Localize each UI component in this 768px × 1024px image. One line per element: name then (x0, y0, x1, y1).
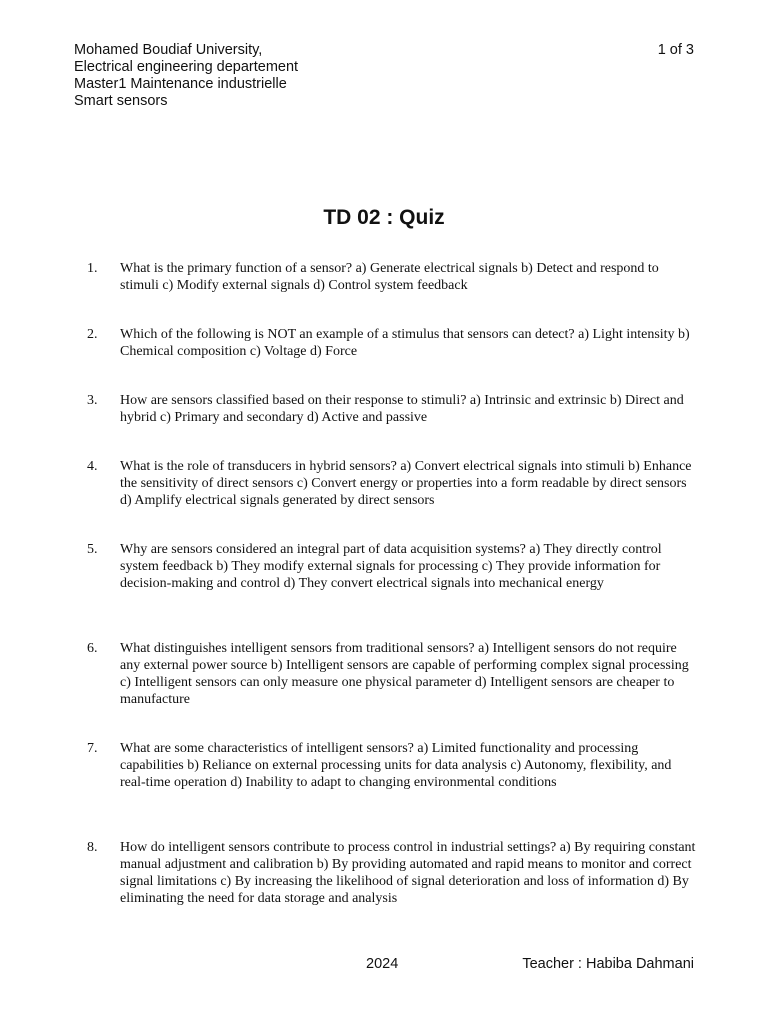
question-item (87, 392, 699, 426)
question-number: 3. (87, 393, 98, 408)
question-text: How are sensors classified based on their response to stimuli? a) Intrinsic and extrinsic b) Direct and hybrid c) Primary and secondary d) Active and passive (120, 393, 684, 425)
question-text: What is the role of transducers in hybrid sensors? a) Convert electrical signals into stimuli b) Enhance the sensitivity of direct sensors c) Convert energy or properties into a form readable by direct sensors d) Amplify electrical signals generated by direct sensors (120, 459, 692, 508)
question-number: 6. (87, 641, 98, 656)
footer-teacher: Teacher : Habiba Dahmani (522, 956, 694, 972)
question-text: What is the primary function of a sensor? a) Generate electrical signals b) Detect and respond to stimuli c) Modify external signals d) Control system feedback (120, 261, 659, 293)
question-number: 1. (87, 261, 98, 276)
department-name: Electrical engineering departement (74, 59, 299, 75)
question-number: 4. (87, 459, 98, 474)
question-text: What are some characteristics of intelligent sensors? a) Limited functionality and processing capabilities b) Reliance on external processing units for data analysis c) Autonomy, flexibility, and real-time operation d) Inability to adapt to changing environmental conditions (120, 741, 672, 790)
page-number: 1 of 3 (657, 42, 694, 58)
question-item (87, 458, 699, 509)
question-number: 5. (87, 542, 98, 557)
footer-year: 2024 (366, 956, 399, 972)
question-item (87, 541, 699, 592)
question-item (87, 740, 699, 791)
question-text: How do intelligent sensors contribute to process control in industrial settings? a) By requiring constant manual adjustment and calibration b) By providing automated and rapid means to monitor and correct signal limitations c) By increasing the likelihood of signal deterioration and loss of information d) By eliminating the need for data storage and analysis (120, 840, 696, 906)
course-name: Smart sensors (74, 93, 168, 109)
question-item (87, 326, 699, 360)
question-text: What distinguishes intelligent sensors from traditional sensors? a) Intelligent sensors do not require any external power source b) Intelligent sensors are capable of performing complex signal processing c) Intelligent sensors can only measure one physical parameter d) Intelligent sensors are cheaper to manufacture (120, 641, 689, 707)
university-name: Mohamed Boudiaf University, (74, 42, 263, 58)
question-item (87, 839, 699, 907)
page-title: TD 02 : Quiz (323, 206, 445, 229)
question-text: Why are sensors considered an integral part of data acquisition systems? a) They directly control system feedback b) They modify external signals for processing c) They provide information for decision-making and control d) They convert electrical signals into mechanical energy (120, 542, 662, 591)
document-header (74, 42, 298, 110)
question-item (87, 260, 699, 294)
program-name: Master1 Maintenance industrielle (74, 76, 287, 92)
question-number: 7. (87, 741, 98, 756)
question-number: 8. (87, 840, 98, 855)
question-item (87, 640, 699, 708)
question-text: Which of the following is NOT an example of a stimulus that sensors can detect? a) Light intensity b) Chemical composition c) Voltage d) Force (120, 327, 690, 359)
question-number: 2. (87, 327, 98, 342)
